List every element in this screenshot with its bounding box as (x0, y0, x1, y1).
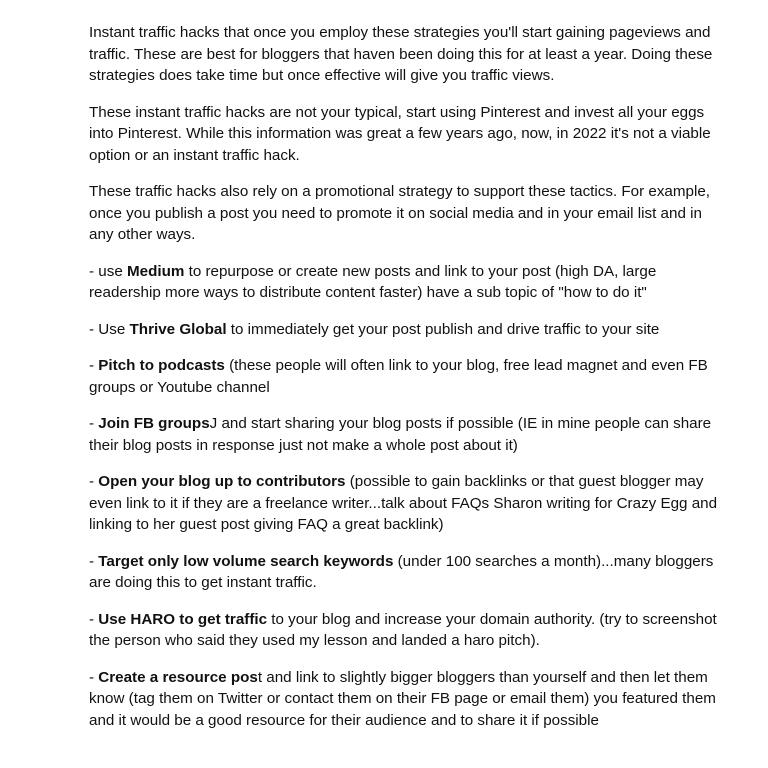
item-highlight: Pitch to podcasts (98, 357, 225, 374)
item-highlight: Open your blog up to contributors (98, 473, 346, 490)
list-item-contributors (89, 471, 725, 536)
item-prefix: - (89, 610, 99, 628)
item-prefix: - use (89, 262, 127, 280)
item-highlight: Thrive Global (129, 320, 227, 338)
list-item-keywords (89, 551, 725, 594)
item-text: (possible to gain backlinks or that guest blogger may even link to it if they are a freelance writer...talk about FAQs Sharon writing for Crazy Egg and linking to her guest post giving FAQ a great backlink) (89, 473, 718, 533)
item-prefix: - (89, 415, 99, 432)
item-text: to repurpose or create new posts and link to your post (high DA, large readership more ways to distribute content faster) have a sub topic of "how to do it" (89, 262, 657, 301)
item-text: (under 100 searches a month)...many bloggers are doing this to get instant traffic. (89, 552, 714, 591)
item-prefix: - (89, 668, 99, 686)
item-prefix: - (89, 357, 99, 374)
item-highlight: Use HARO to get traffic (98, 610, 268, 628)
list-item-haro (89, 609, 725, 652)
item-prefix: - (89, 552, 99, 570)
list-item-medium (89, 261, 725, 304)
item-text: t and link to slightly bigger bloggers than yourself and then let them know (tag them on Twitter or contact them on their FB page or email them) you featured them and it would be a good resource for their audience and to share it if possible (89, 668, 716, 729)
item-prefix: - Use (89, 320, 130, 338)
item-text: (these people will often link to your blog, free lead magnet and even FB groups or Youtube channel (89, 357, 708, 396)
item-highlight: Target only low volume search keywords (98, 552, 394, 570)
item-highlight: Join FB groups (98, 415, 210, 432)
list-item-podcasts (89, 355, 725, 398)
document-body (89, 22, 725, 746)
item-text: J and start sharing your blog posts if possible (IE in mine people can share their blog posts in response just not make a whole post about it) (89, 415, 712, 454)
item-prefix: - (89, 473, 99, 490)
item-highlight: Create a resource pos (98, 668, 258, 686)
list-item-resource-post (89, 667, 725, 732)
item-text: to immediately get your post publish and drive traffic to your site (226, 320, 660, 338)
list-item-fb-groups (89, 413, 725, 456)
intro-paragraph-2: These instant traffic hacks are not your typical, start using Pinterest and invest all your eggs into Pinterest. While this information was great a few years ago, now, in 2022 it's not a viable option or an instant traffic hack. (89, 103, 711, 164)
list-item-thrive-global (89, 319, 725, 341)
intro-paragraph-1: Instant traffic hacks that once you employ these strategies you'll start gaining pageviews and traffic. These are best for bloggers that haven been doing this for at least a year. Doing these strategies does take time but once effective will give you traffic views. (89, 24, 713, 84)
intro-paragraph-3: These traffic hacks also rely on a promotional strategy to support these tactics. For example, once you publish a post you need to promote it on social media and in your email list and in any other ways. (89, 183, 711, 243)
item-highlight: Medium (126, 262, 185, 280)
item-text: to your blog and increase your domain authority. (try to screenshot the person who said they used my lesson and landed a haro pitch). (89, 610, 717, 649)
